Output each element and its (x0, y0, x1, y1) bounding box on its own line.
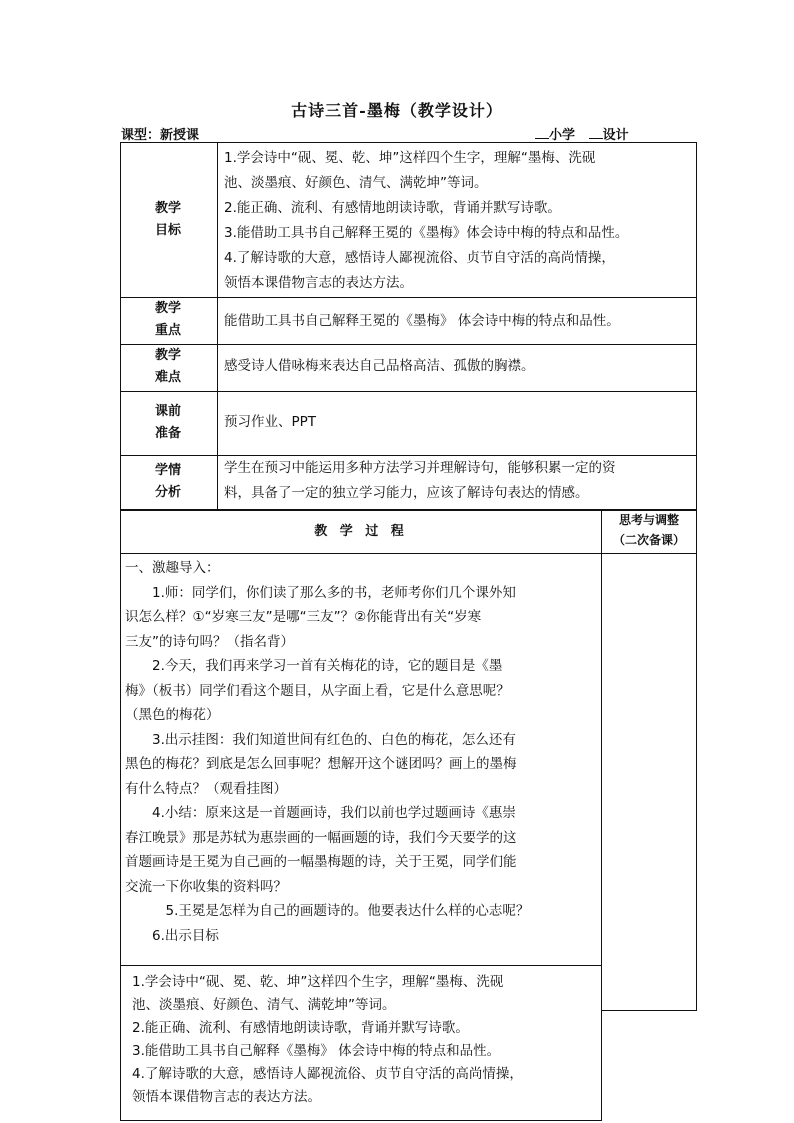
label-line: 分析 (154, 485, 181, 500)
label-line: 课前 (154, 404, 181, 419)
page-title: 古诗三首-墨梅（教学设计） (291, 101, 503, 120)
text-line: 1.学会诗中“砚、冕、乾、坤”这样四个生字，理解“墨梅、洗砚 (224, 150, 596, 166)
process-line: 6.出示目标 (152, 927, 219, 944)
label-line: 准备 (154, 426, 181, 441)
goal-line: 3.能借助工具书自己解释《墨梅》 体会诗中梅的特点和品性。 (132, 1043, 501, 1059)
teaching-goals-content (224, 146, 694, 296)
course-type: 课型：新授课 (121, 128, 200, 143)
label-difficulties (121, 345, 215, 389)
text-line: 学生在预习中能运用多种方法学习并理解诗句，能够积累一定的资 (224, 460, 616, 476)
school-blank (535, 126, 549, 139)
process-line: 梅》（板书）同学们看这个题目，从字面上看，它是什么意思呢？ (125, 682, 510, 699)
process-line: 黑色的梅花？到底是怎么回事呢？想解开这个谜团吗？画上的墨梅 (125, 756, 517, 772)
text-line: 池、淡墨痕、好颜色、清气、满乾坤”等词。 (224, 175, 488, 191)
process-line: 有什么特点？（观看挂图） (125, 780, 287, 797)
process-line: 一、激趣导入： (125, 560, 220, 576)
goal-line: 4.了解诗歌的大意，感悟诗人鄙视流俗、贞节自守活的高尚情操， (132, 1066, 523, 1082)
goals-content (132, 971, 594, 1109)
label-line: 重点 (154, 323, 181, 338)
row-divider (120, 391, 697, 392)
text-line: 3.能借助工具书自己解释王冕的《墨梅》体会诗中梅的特点和品性。 (224, 225, 629, 241)
label-preparation (121, 401, 215, 445)
label-line: 学情 (154, 463, 181, 478)
text-line: 感受诗人借咏梅来表达自己品格高洁、孤傲的胸襟。 (224, 358, 535, 374)
process-line: 交流一下你收集的资料吗？ (125, 878, 287, 895)
school-label: 小学 (549, 128, 576, 143)
student-analysis-content (224, 456, 694, 506)
text-line: 领悟本课借物言志的表达方法。 (224, 275, 413, 291)
process-line: 2.今天，我们再来学习一首有关梅花的诗，它的题目是《墨 (152, 658, 503, 674)
process-line: 5.王冕是怎样为自己的画题诗的。他要表达什么样的心志呢？ (165, 903, 530, 919)
process-line: 三友”的诗句吗？（指名背） (125, 633, 294, 650)
text-line: 预习作业、PPT (224, 414, 317, 430)
process-content (125, 556, 597, 948)
reflection-heading-line: （二次备课） (612, 533, 685, 547)
goal-line: 领悟本课借物言志的表达方法。 (132, 1089, 321, 1105)
process-line: 3.出示挂图：我们知道世间有红色的、白色的梅花，怎么还有 (152, 731, 516, 748)
label-line: 教学 (154, 301, 181, 316)
reflection-column (601, 553, 697, 1011)
goal-line: 2.能正确、流利、有感情地朗读诗歌，背诵并默写诗歌。 (132, 1020, 469, 1036)
preparation-content (224, 410, 694, 435)
reflection-heading (602, 510, 696, 550)
designer-label: 设计 (602, 128, 629, 143)
text-line: 2.能正确、流利、有感情地朗读诗歌，背诵并默写诗歌。 (224, 200, 561, 216)
reflection-heading-line: 思考与调整 (618, 513, 679, 527)
text-line: 料，具备了一定的独立学习能力，应该了解诗句表达的情感。 (224, 485, 589, 501)
label-key-points (121, 298, 215, 342)
label-line: 教学 (154, 348, 181, 363)
process-line: 4.小结：原来这是一首题画诗，我们以前也学过题画诗《惠崇 (152, 805, 516, 821)
difficulties-content (224, 354, 694, 379)
label-teaching-goals (121, 198, 215, 242)
goal-line: 1.学会诗中“砚、冕、乾、坤”这样四个生字，理解“墨梅、洗砚 (132, 974, 504, 990)
designer-blank (589, 126, 603, 139)
text-line: 4.了解诗歌的大意，感悟诗人鄙视流俗、贞节自守活的高尚情操， (224, 250, 615, 266)
label-student-analysis (121, 460, 215, 504)
label-line: 教学 (154, 201, 181, 216)
goal-line: 池、淡墨痕、好颜色、清气、满乾坤”等词。 (132, 997, 396, 1013)
school-designer-line (535, 124, 629, 143)
process-line: 首题画诗是王冕为自己画的一幅墨梅题的诗，关于王冕，同学们能 (125, 854, 517, 870)
process-heading: 教 学 过 程 (314, 524, 408, 539)
process-line: 1.师：同学们，你们读了那么多的书，老师考你们几个课外知 (152, 584, 516, 601)
process-line: 春江晚景》那是苏轼为惠崇画的一幅画题的诗，我们今天要学的这 (125, 829, 517, 846)
label-line: 难点 (154, 370, 181, 385)
label-line: 目标 (154, 223, 181, 238)
process-line: 识怎么样？①“岁寒三友”是哪“三友”？②你能背出有关“岁寒 (125, 609, 482, 625)
text-line: 能借助工具书自己解释王冕的《墨梅》 体会诗中梅的特点和品性。 (224, 313, 620, 329)
process-line: （黑色的梅花） (125, 707, 220, 723)
key-points-content (224, 309, 694, 334)
